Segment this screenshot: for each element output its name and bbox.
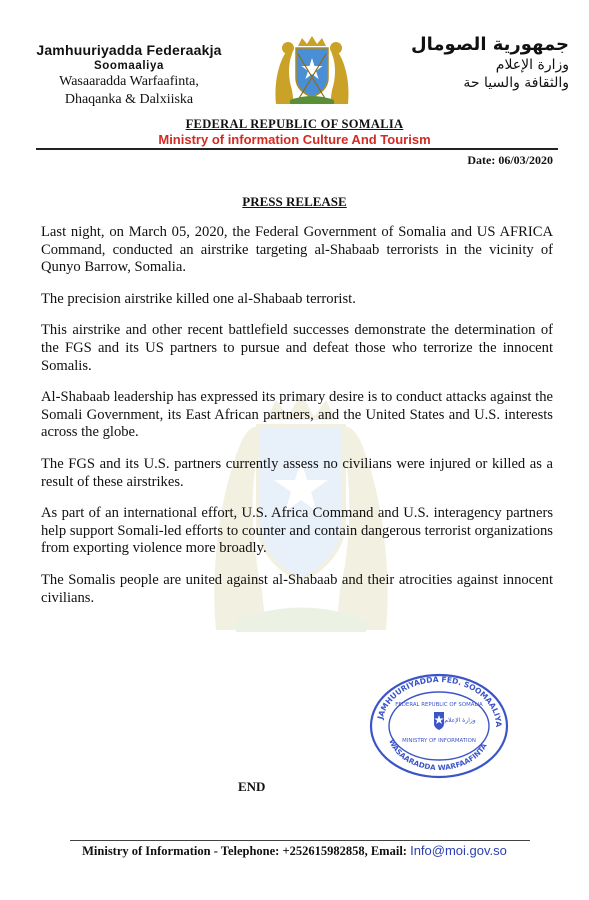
- stamp-inner-bottom-text: MINISTRY OF INFORMATION: [402, 738, 476, 744]
- header-arabic-line-2: وزارة الإعلام: [495, 57, 569, 73]
- body-paragraph-5: The FGS and its U.S. partners currently assess no civilians were injured or killed as a result of these airstrikes.: [41, 455, 553, 490]
- body-paragraph-7: The Somalis people are united against al-Shabaab and their atrocities against innocent civilians.: [41, 571, 553, 606]
- country-heading: [0, 117, 589, 132]
- header-arabic-line-1: جمهورية الصومال: [411, 34, 569, 55]
- official-stamp: [368, 672, 510, 780]
- stamp-arabic-text: وزارة الإعلام: [444, 717, 476, 724]
- press-release-body: [41, 224, 553, 621]
- stamp-outer-top-text: JAMHUURIYADDA FED. SOOMAALIYA: [375, 674, 504, 728]
- body-paragraph-6: As part of an international effort, U.S. Africa Command and U.S. interagency partners help support Somali-led efforts to counter and contain dangerous terrorist organizations from exporting violence more broadly.: [41, 505, 553, 557]
- header-somali-line-2: Soomaaliya: [94, 60, 164, 72]
- footer-contact-text: Ministry of Information - Telephone: +252615982858, Email:: [82, 844, 407, 858]
- coat-of-arms-emblem: [268, 34, 356, 106]
- footer-divider: [70, 840, 530, 841]
- header-somali-line-3: Wasaaradda Warfaafinta,: [59, 74, 199, 89]
- ministry-heading: Ministry of information Culture And Tourism: [158, 132, 431, 147]
- stamp-inner-top-text: FEDERAL REPUBLIC OF SOMALIA: [395, 702, 483, 708]
- stamp-outer-bottom-text: WASAARADDA WARFAAFINTA: [387, 737, 489, 773]
- end-marker: END: [238, 779, 266, 794]
- header-arabic-block: [409, 34, 569, 91]
- release-date: Date: 06/03/2020: [467, 153, 553, 167]
- footer-contact: [0, 843, 589, 859]
- header-divider: [36, 148, 558, 150]
- header-somali-block: [14, 42, 244, 108]
- body-paragraph-2: The precision airstrike killed one al-Shabaab terrorist.: [41, 290, 356, 307]
- body-paragraph-3: This airstrike and other recent battlefield successes demonstrate the determination of the FGS and its US partners to pursue and defeat those who terrorize the innocent Somalis.: [41, 322, 553, 374]
- body-paragraph-4: Al-Shabaab leadership has expressed its primary desire is to conduct attacks against the Somali Government, its East African partners, and the United States and U.S. interests across the globe.: [41, 389, 553, 441]
- body-paragraph-1: Last night, on March 05, 2020, the Federal Government of Somalia and US AFRICA Command, conducted an airstrike targeting al-Shabaab terrorists in the vicinity of Qunyo Barrow, Somalia.: [41, 224, 553, 276]
- country-heading-text: FEDERAL REPUBLIC OF SOMALIA: [185, 117, 404, 131]
- header-somali-line-1: Jamhuuriyadda Federaakja: [36, 42, 222, 58]
- header-somali-line-4: Dhaqanka & Dalxiiska: [64, 92, 194, 107]
- press-release-title-text: PRESS RELEASE: [242, 194, 347, 209]
- press-release-title: [0, 194, 589, 210]
- header-arabic-line-3: والثقافة والسيا حة: [463, 75, 569, 91]
- footer-email-link[interactable]: Info@moi.gov.so: [410, 843, 507, 858]
